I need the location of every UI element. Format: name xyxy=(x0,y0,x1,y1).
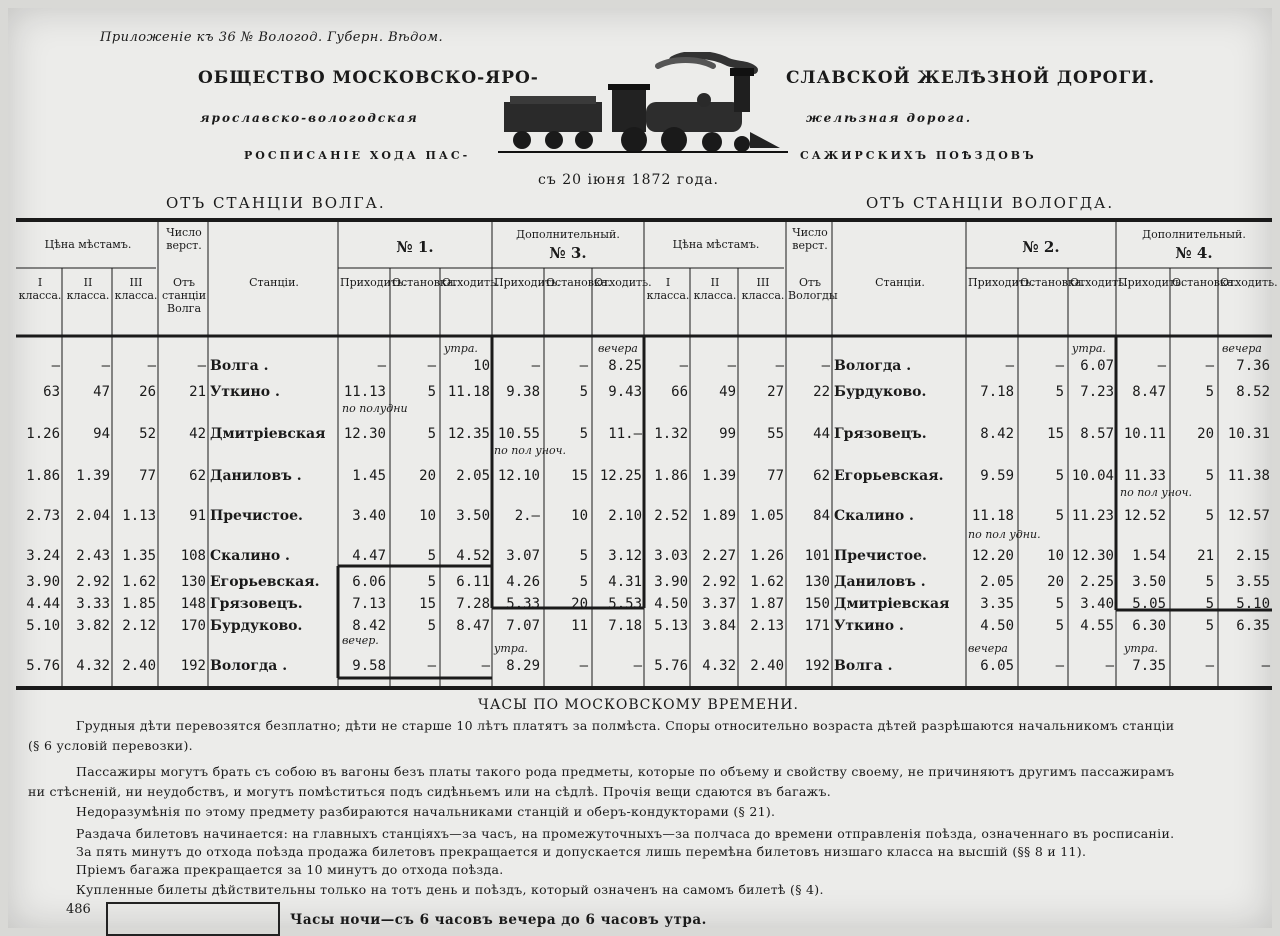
train4-depart-cell: 2.15 xyxy=(1236,548,1270,564)
station-name: Грязовецъ. xyxy=(834,426,927,442)
note-utra-4: утра. xyxy=(1124,642,1158,655)
station-name: Уткино . xyxy=(834,618,904,634)
price-class1-cell: 1.86 xyxy=(26,468,60,484)
class3-header-right: III класса. xyxy=(741,276,785,302)
price-class3-cell: 2.40 xyxy=(122,658,156,674)
train4-arrive-cell: 11.33 xyxy=(1123,468,1166,484)
from-volga-heading: ОТЪ СТАНЦІИ ВОЛГА. xyxy=(166,194,386,212)
train2-depart-cell: 7.23 xyxy=(1080,384,1114,400)
railway-subtitle-left: ярославско-вологодская xyxy=(200,111,419,125)
station-name: Пречистое. xyxy=(210,508,303,524)
train4-arrive-cell: — xyxy=(1157,358,1166,374)
train4-depart-cell: 7.36 xyxy=(1236,358,1270,374)
price-class1-cell: 4.50 xyxy=(654,596,688,612)
train2-depart-cell: 8.57 xyxy=(1080,426,1114,442)
train1-stop-cell: 5 xyxy=(427,548,436,564)
train2-depart-cell: 11.23 xyxy=(1071,508,1114,524)
train3-header-label: Дополнительный. xyxy=(516,228,620,241)
rule-disputes: Недоразумѣнія по этому предмету разбираются начальниками станцій и оберъ-кондукторами (§ 21). xyxy=(76,804,776,819)
train2-depart-cell: 12.30 xyxy=(1071,548,1114,564)
rule-children-1: Грудныя дѣти перевозятся безплатно; дѣти не старше 10 лѣтъ платятъ за полмѣста. Споры относительно возраста дѣтей разрѣшаются начальникомъ станціи xyxy=(76,718,1175,733)
verst-cell: 130 xyxy=(804,574,830,590)
depart-header: Отходить. xyxy=(594,276,652,289)
train4-stop-cell: 5 xyxy=(1205,596,1214,612)
station-name: Даниловъ . xyxy=(210,468,302,484)
price-class3-cell: 1.62 xyxy=(122,574,156,590)
verst-cell: 130 xyxy=(180,574,206,590)
price-class3-cell: 77 xyxy=(139,468,156,484)
note-po-polud: по полудни xyxy=(342,402,408,415)
price-class2-cell: 47 xyxy=(93,384,110,400)
price-class3-cell: 52 xyxy=(139,426,156,442)
train1-depart-cell: 11.18 xyxy=(447,384,490,400)
price-class3-cell: 2.12 xyxy=(122,618,156,634)
train4-depart-cell: 3.55 xyxy=(1236,574,1270,590)
verst-cell: 62 xyxy=(189,468,206,484)
price-header-right: Цѣна мѣстамъ. xyxy=(672,238,760,251)
train3-depart-cell: 2.10 xyxy=(608,508,642,524)
price-class1-cell: 1.86 xyxy=(654,468,688,484)
price-class2-cell: 1.39 xyxy=(702,468,736,484)
train1-stop-cell: 20 xyxy=(419,468,436,484)
train4-stop-cell: 21 xyxy=(1197,548,1214,564)
price-class2-cell: 4.32 xyxy=(76,658,110,674)
train3-arrive-cell: 4.26 xyxy=(506,574,540,590)
train2-arrive-cell: 12.20 xyxy=(971,548,1014,564)
station-name: Вологда . xyxy=(210,658,288,674)
price-header-left: Цѣна мѣстамъ. xyxy=(44,238,132,251)
price-class3-cell: 26 xyxy=(139,384,156,400)
train1-arrive-cell: 11.13 xyxy=(343,384,386,400)
train2-arrive-cell: 11.18 xyxy=(971,508,1014,524)
train4-depart-cell: 12.57 xyxy=(1227,508,1270,524)
note-vechera-4: вечера xyxy=(1222,342,1262,355)
note-po-pol-upoch: по пол уноч. xyxy=(1120,486,1192,499)
train2-stop-cell: — xyxy=(1055,658,1064,674)
train2-depart-cell: 4.55 xyxy=(1080,618,1114,634)
train4-arrive-cell: 7.35 xyxy=(1132,658,1166,674)
train4-arrive-cell: 1.54 xyxy=(1132,548,1166,564)
verst-cell: 21 xyxy=(189,384,206,400)
page-number: 486 xyxy=(66,902,91,917)
class2-header-right: II класса. xyxy=(693,276,737,302)
verst-cell: 22 xyxy=(813,384,830,400)
train3-depart-cell: 11.— xyxy=(608,426,642,442)
moscow-time-heading: ЧАСЫ ПО МОСКОВСКОМУ ВРЕМЕНИ. xyxy=(478,697,799,713)
rule-tickets-sale: Раздача билетовъ начинается: на главныхъ станціяхъ—за часъ, на промежуточныхъ—за полчаса до времени отправленія поѣзда, означеннаго въ росписаніи. xyxy=(76,826,1175,841)
train1-stop-cell: 5 xyxy=(427,574,436,590)
train3-depart-cell: 7.18 xyxy=(608,618,642,634)
station-name: Даниловъ . xyxy=(834,574,926,590)
arrive-header: Приходить. xyxy=(340,276,407,289)
train1-depart-cell: 10 xyxy=(473,358,490,374)
train3-stop-cell: — xyxy=(579,358,588,374)
verst-cell: — xyxy=(821,358,830,374)
train3-arrive-cell: 10.55 xyxy=(497,426,540,442)
train2-depart-cell: 10.04 xyxy=(1071,468,1114,484)
train4-arrive-cell: 12.52 xyxy=(1123,508,1166,524)
price-class2-cell: 99 xyxy=(719,426,736,442)
train4-stop-cell: 5 xyxy=(1205,468,1214,484)
price-class2-cell: 3.37 xyxy=(702,596,736,612)
train1-arrive-cell: 1.45 xyxy=(352,468,386,484)
train4-stop-cell: — xyxy=(1205,358,1214,374)
train2-stop-cell: 15 xyxy=(1047,426,1064,442)
price-class2-cell: 3.33 xyxy=(76,596,110,612)
verst-cell: — xyxy=(197,358,206,374)
train1-depart-cell: 12.35 xyxy=(447,426,490,442)
train1-arrive-cell: 12.30 xyxy=(343,426,386,442)
price-class1-cell: 3.90 xyxy=(26,574,60,590)
from-vologda-verst-header: Отъ Вологды xyxy=(788,276,838,302)
train2-header: № 2. xyxy=(1022,238,1060,256)
train3-depart-cell: 5.53 xyxy=(608,596,642,612)
train3-arrive-cell: 3.07 xyxy=(506,548,540,564)
class3-header-left: III класса. xyxy=(114,276,158,302)
train3-stop-cell: 5 xyxy=(579,548,588,564)
price-class2-cell: 3.84 xyxy=(702,618,736,634)
train3-depart-cell: 12.25 xyxy=(599,468,642,484)
train3-depart-cell: 4.31 xyxy=(608,574,642,590)
verst-cell: 192 xyxy=(804,658,830,674)
price-class1-cell: 5.76 xyxy=(26,658,60,674)
train4-arrive-cell: 6.30 xyxy=(1132,618,1166,634)
price-class2-cell: 2.43 xyxy=(76,548,110,564)
train3-header: № 3. xyxy=(549,244,587,262)
verst-cell: 108 xyxy=(180,548,206,564)
train2-stop-cell: 20 xyxy=(1047,574,1064,590)
price-class1-cell: 5.76 xyxy=(654,658,688,674)
train1-depart-cell: 3.50 xyxy=(456,508,490,524)
arrive-header: Приходить. xyxy=(494,276,561,289)
train4-arrive-cell: 10.11 xyxy=(1123,426,1166,442)
rule-children-2: (§ 6 условій перевозки). xyxy=(28,738,193,753)
train1-arrive-cell: 6.06 xyxy=(352,574,386,590)
train1-stop-cell: — xyxy=(427,358,436,374)
stations-header-left: Станціи. xyxy=(249,276,299,289)
train3-arrive-cell: 12.10 xyxy=(497,468,540,484)
station-name: Вологда . xyxy=(834,358,912,374)
train4-stop-cell: 20 xyxy=(1197,426,1214,442)
stop-header: Остановка. xyxy=(1172,276,1237,289)
train2-stop-cell: 5 xyxy=(1055,384,1064,400)
train4-depart-cell: — xyxy=(1261,658,1270,674)
company-title-left: ОБЩЕСТВО МОСКОВСКО-ЯРО- xyxy=(198,68,539,88)
price-class1-cell: — xyxy=(51,358,60,374)
train4-stop-cell: 5 xyxy=(1205,618,1214,634)
train3-arrive-cell: — xyxy=(531,358,540,374)
train2-arrive-cell: 2.05 xyxy=(980,574,1014,590)
verst-cell: 171 xyxy=(804,618,830,634)
price-class1-cell: 66 xyxy=(671,384,688,400)
depart-header: Отходить. xyxy=(1070,276,1128,289)
rule-tickets-stop: За пять минутъ до отхода поѣзда продажа билетовъ прекращается и допускается лишь перемѣна билетовъ низшаго класса на высшій (§§ 8 и 11). xyxy=(76,844,1087,859)
stop-header: Остановка. xyxy=(1020,276,1085,289)
arrive-header: Приходить. xyxy=(968,276,1035,289)
train1-depart-cell: 6.11 xyxy=(456,574,490,590)
verst-cell: 91 xyxy=(189,508,206,524)
price-class3-cell: 1.26 xyxy=(750,548,784,564)
train1-arrive-cell: 4.47 xyxy=(352,548,386,564)
train3-stop-cell: 11 xyxy=(571,618,588,634)
station-name: Дмитріевская xyxy=(834,596,950,612)
train4-stop-cell: 5 xyxy=(1205,574,1214,590)
price-class1-cell: 3.03 xyxy=(654,548,688,564)
verst-cell: 148 xyxy=(180,596,206,612)
verst-cell: 42 xyxy=(189,426,206,442)
train2-depart-cell: 3.40 xyxy=(1080,596,1114,612)
verst-cell: 44 xyxy=(813,426,830,442)
verst-cell: 62 xyxy=(813,468,830,484)
train3-depart-cell: — xyxy=(633,658,642,674)
price-class3-cell: 1.05 xyxy=(750,508,784,524)
price-class2-cell: 49 xyxy=(719,384,736,400)
price-class1-cell: 2.52 xyxy=(654,508,688,524)
train2-arrive-cell: 7.18 xyxy=(980,384,1014,400)
station-name: Грязовецъ. xyxy=(210,596,303,612)
from-volga-verst-header: Отъ станціи Волга xyxy=(161,276,207,315)
train2-stop-cell: — xyxy=(1055,358,1064,374)
train4-depart-cell: 10.31 xyxy=(1227,426,1270,442)
train3-stop-cell: 5 xyxy=(579,384,588,400)
price-class2-cell: 2.04 xyxy=(76,508,110,524)
train4-arrive-cell: 5.05 xyxy=(1132,596,1166,612)
railway-subtitle-right: желѣзная дорога. xyxy=(806,111,973,125)
note-po-pol-udni: по пол удни. xyxy=(968,528,1041,541)
train1-header: № 1. xyxy=(396,238,434,256)
night-hours-note: Часы ночи—съ 6 часовъ вечера до 6 часовъ утра. xyxy=(290,912,707,928)
station-name: Бурдуково. xyxy=(834,384,927,400)
price-class2-cell: 3.82 xyxy=(76,618,110,634)
train4-depart-cell: 5.10 xyxy=(1236,596,1270,612)
class1-header-left: I класса. xyxy=(18,276,62,302)
train2-depart-cell: 2.25 xyxy=(1080,574,1114,590)
note-utra-3: утра. xyxy=(494,642,528,655)
verst-header-left: Число верст. xyxy=(166,226,202,252)
train4-header-label: Дополнительный. xyxy=(1142,228,1246,241)
schedule-title-left: РОСПИСАНІЕ ХОДА ПАС- xyxy=(244,149,471,162)
train4-arrive-cell: 3.50 xyxy=(1132,574,1166,590)
price-class3-cell: 55 xyxy=(767,426,784,442)
rule-tickets-valid: Купленные билеты дѣйствительны только на тотъ день и поѣздъ, который означенъ на самомъ билетѣ (§ 4). xyxy=(76,882,824,897)
note-vechera-2: вечера xyxy=(968,642,1008,655)
train1-stop-cell: 5 xyxy=(427,384,436,400)
price-class1-cell: 4.44 xyxy=(26,596,60,612)
train2-arrive-cell: 3.35 xyxy=(980,596,1014,612)
verst-header-right: Число верст. xyxy=(792,226,828,252)
train1-arrive-cell: 9.58 xyxy=(352,658,386,674)
price-class2-cell: 4.32 xyxy=(702,658,736,674)
supplement-line: Приложеніе къ 36 № Вологод. Губерн. Вѣдом. xyxy=(100,30,444,45)
depart-header: Отходить. xyxy=(1220,276,1278,289)
train3-stop-cell: 20 xyxy=(571,596,588,612)
train1-arrive-cell: 3.40 xyxy=(352,508,386,524)
schedule-date: съ 20 іюня 1872 года. xyxy=(538,172,720,188)
stop-header: Остановка. xyxy=(546,276,611,289)
train3-stop-cell: 15 xyxy=(571,468,588,484)
train2-arrive-cell: 9.59 xyxy=(980,468,1014,484)
price-class3-cell: 1.85 xyxy=(122,596,156,612)
price-class1-cell: 3.24 xyxy=(26,548,60,564)
train1-stop-cell: 15 xyxy=(419,596,436,612)
train3-stop-cell: 5 xyxy=(579,574,588,590)
train3-depart-cell: 8.25 xyxy=(608,358,642,374)
price-class1-cell: 3.90 xyxy=(654,574,688,590)
train1-stop-cell: 5 xyxy=(427,618,436,634)
train3-arrive-cell: 5.33 xyxy=(506,596,540,612)
price-class3-cell: — xyxy=(147,358,156,374)
note-utra: утра. xyxy=(444,342,478,355)
price-class3-cell: 1.87 xyxy=(750,596,784,612)
train4-stop-cell: 5 xyxy=(1205,384,1214,400)
train1-depart-cell: 4.52 xyxy=(456,548,490,564)
train4-depart-cell: 8.52 xyxy=(1236,384,1270,400)
verst-cell: 192 xyxy=(180,658,206,674)
price-class2-cell: 94 xyxy=(93,426,110,442)
train2-stop-cell: 5 xyxy=(1055,618,1064,634)
price-class1-cell: 1.26 xyxy=(26,426,60,442)
price-class1-cell: — xyxy=(679,358,688,374)
timetable-sheet xyxy=(8,8,1278,928)
train4-header: № 4. xyxy=(1175,244,1213,262)
train3-arrive-cell: 9.38 xyxy=(506,384,540,400)
train1-stop-cell: — xyxy=(427,658,436,674)
price-class2-cell: 1.89 xyxy=(702,508,736,524)
stamp-box xyxy=(106,902,280,936)
train3-stop-cell: 10 xyxy=(571,508,588,524)
verst-cell: 170 xyxy=(180,618,206,634)
price-class3-cell: 2.13 xyxy=(750,618,784,634)
rule-luggage-2: ни стѣсненій, ни неудобствъ, и могутъ помѣститься подъ сидѣньемъ или на сѣдлѣ. Прочія вещи сдаются въ багажъ. xyxy=(28,784,831,799)
note-vecher: вечер. xyxy=(342,634,379,647)
price-class1-cell: 5.10 xyxy=(26,618,60,634)
price-class2-cell: 2.92 xyxy=(76,574,110,590)
class2-header-left: II класса. xyxy=(66,276,110,302)
train3-arrive-cell: 8.29 xyxy=(506,658,540,674)
station-name: Скалино . xyxy=(210,548,290,564)
price-class1-cell: 2.73 xyxy=(26,508,60,524)
station-name: Егорьевская. xyxy=(210,574,320,590)
price-class1-cell: 63 xyxy=(43,384,60,400)
arrive-header: Приходить. xyxy=(1118,276,1185,289)
train2-arrive-cell: 6.05 xyxy=(980,658,1014,674)
station-name: Бурдуково. xyxy=(210,618,303,634)
price-class3-cell: 1.62 xyxy=(750,574,784,590)
stop-header: Остановка. xyxy=(392,276,457,289)
price-class2-cell: — xyxy=(727,358,736,374)
train2-stop-cell: 5 xyxy=(1055,596,1064,612)
train1-depart-cell: 2.05 xyxy=(456,468,490,484)
station-name: Скалино . xyxy=(834,508,914,524)
price-class3-cell: 1.13 xyxy=(122,508,156,524)
note-po-pol-unch: по пол уноч. xyxy=(494,444,566,457)
price-class3-cell: 2.40 xyxy=(750,658,784,674)
price-class1-cell: 5.13 xyxy=(654,618,688,634)
verst-cell: 150 xyxy=(804,596,830,612)
station-name: Егорьевская. xyxy=(834,468,944,484)
train4-depart-cell: 11.38 xyxy=(1227,468,1270,484)
price-class2-cell: — xyxy=(101,358,110,374)
price-class3-cell: 77 xyxy=(767,468,784,484)
train1-arrive-cell: 8.42 xyxy=(352,618,386,634)
locomotive-illustration xyxy=(498,52,788,164)
station-name: Уткино . xyxy=(210,384,280,400)
class1-header-right: I класса. xyxy=(646,276,690,302)
station-name: Дмитріевская xyxy=(210,426,326,442)
note-utra-2: утра. xyxy=(1072,342,1106,355)
price-class2-cell: 1.39 xyxy=(76,468,110,484)
price-class3-cell: 1.35 xyxy=(122,548,156,564)
train1-depart-cell: 8.47 xyxy=(456,618,490,634)
station-name: Волга . xyxy=(834,658,893,674)
company-title-right: СЛАВСКОЙ ЖЕЛѢЗНОЙ ДОРОГИ. xyxy=(786,68,1156,88)
train4-stop-cell: 5 xyxy=(1205,508,1214,524)
train2-stop-cell: 5 xyxy=(1055,468,1064,484)
train3-depart-cell: 3.12 xyxy=(608,548,642,564)
price-class3-cell: 27 xyxy=(767,384,784,400)
verst-cell: 101 xyxy=(804,548,830,564)
train2-arrive-cell: 8.42 xyxy=(980,426,1014,442)
train2-arrive-cell: — xyxy=(1005,358,1014,374)
price-class1-cell: 1.32 xyxy=(654,426,688,442)
train2-arrive-cell: 4.50 xyxy=(980,618,1014,634)
train2-depart-cell: 6.07 xyxy=(1080,358,1114,374)
schedule-title-right: САЖИРСКИХЪ ПОѢЗДОВЪ xyxy=(800,149,1037,162)
train2-stop-cell: 10 xyxy=(1047,548,1064,564)
train4-stop-cell: — xyxy=(1205,658,1214,674)
price-class2-cell: 2.92 xyxy=(702,574,736,590)
note-vechera: вечера xyxy=(598,342,638,355)
depart-header: Отходить. xyxy=(442,276,500,289)
train1-stop-cell: 10 xyxy=(419,508,436,524)
train1-depart-cell: 7.28 xyxy=(456,596,490,612)
train4-depart-cell: 6.35 xyxy=(1236,618,1270,634)
train2-stop-cell: 5 xyxy=(1055,508,1064,524)
train3-stop-cell: 5 xyxy=(579,426,588,442)
station-name: Волга . xyxy=(210,358,269,374)
from-vologda-heading: ОТЪ СТАНЦІИ ВОЛОГДА. xyxy=(866,194,1115,212)
train1-stop-cell: 5 xyxy=(427,426,436,442)
stations-header-right: Станціи. xyxy=(875,276,925,289)
train4-arrive-cell: 8.47 xyxy=(1132,384,1166,400)
timetable-table xyxy=(16,218,1278,694)
train3-stop-cell: — xyxy=(579,658,588,674)
train1-depart-cell: — xyxy=(481,658,490,674)
rule-luggage-1: Пассажиры могутъ брать съ собою въ вагоны безъ платы такого рода предметы, которые по объему и свойству своему, не причиняютъ другимъ пассажирамъ xyxy=(76,764,1175,779)
train3-depart-cell: 9.43 xyxy=(608,384,642,400)
train2-depart-cell: — xyxy=(1105,658,1114,674)
verst-cell: 84 xyxy=(813,508,830,524)
rule-baggage: Пріемъ багажа прекращается за 10 минутъ до отхода поѣзда. xyxy=(76,862,504,877)
price-class3-cell: — xyxy=(775,358,784,374)
train1-arrive-cell: 7.13 xyxy=(352,596,386,612)
train3-arrive-cell: 2.— xyxy=(514,508,540,524)
station-name: Пречистое. xyxy=(834,548,927,564)
train1-arrive-cell: — xyxy=(377,358,386,374)
train3-arrive-cell: 7.07 xyxy=(506,618,540,634)
price-class2-cell: 2.27 xyxy=(702,548,736,564)
